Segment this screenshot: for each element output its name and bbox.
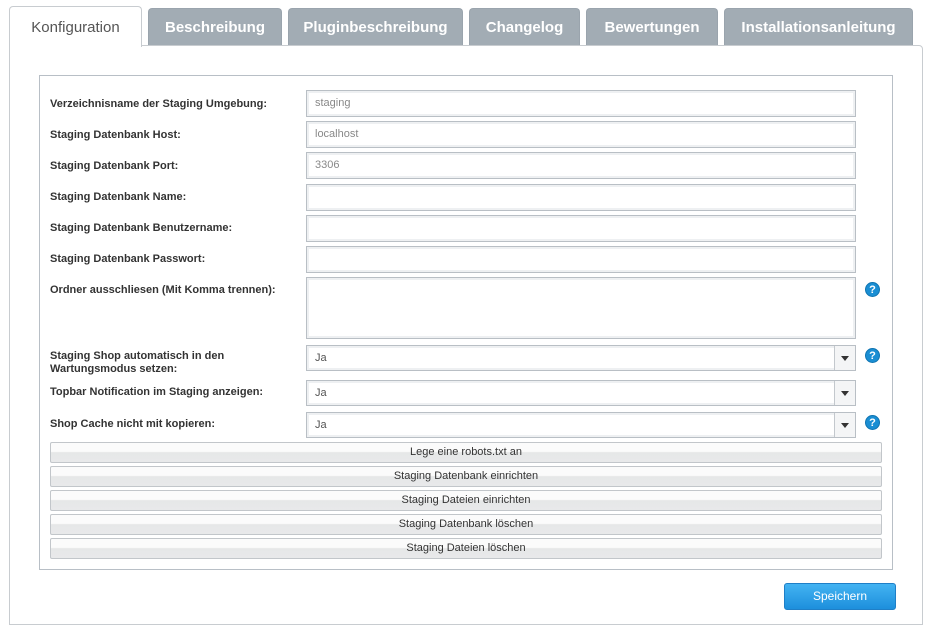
db-username-input[interactable]	[306, 215, 856, 242]
tab-konfiguration[interactable]: Konfiguration	[9, 6, 142, 47]
create-robots-txt-button[interactable]: Lege eine robots.txt an	[50, 442, 882, 463]
select-value: Ja	[315, 419, 327, 431]
chevron-down-icon[interactable]	[834, 381, 855, 405]
exclude-folders-textarea[interactable]	[306, 277, 856, 339]
maintenance-mode-select[interactable]	[306, 345, 856, 371]
tab-bar	[0, 0, 933, 46]
db-port-input[interactable]: 3306	[306, 152, 856, 179]
db-host-input[interactable]: localhost	[306, 121, 856, 148]
topbar-notification-select[interactable]	[306, 380, 856, 406]
label-db-name: Staging Datenbank Name:	[50, 191, 187, 203]
select-value: Ja	[315, 387, 327, 399]
db-name-input[interactable]	[306, 184, 856, 211]
tab-changelog[interactable]: Changelog	[469, 8, 580, 45]
db-password-input[interactable]	[306, 246, 856, 273]
select-value: Ja	[315, 352, 327, 364]
tab-bewertungen[interactable]: Bewertungen	[586, 8, 718, 45]
chevron-down-icon[interactable]	[834, 346, 855, 370]
setup-staging-database-button[interactable]: Staging Datenbank einrichten	[50, 466, 882, 487]
shop-cache-select[interactable]	[306, 412, 856, 438]
label-db-password: Staging Datenbank Passwort:	[50, 253, 206, 265]
chevron-down-icon[interactable]	[834, 413, 855, 437]
delete-staging-database-button[interactable]: Staging Datenbank löschen	[50, 514, 882, 535]
help-icon[interactable]: ?	[865, 282, 880, 297]
tab-pluginbeschreibung[interactable]: Pluginbeschreibung	[288, 8, 463, 45]
label-db-host: Staging Datenbank Host:	[50, 129, 181, 141]
help-icon[interactable]: ?	[865, 348, 880, 363]
help-icon[interactable]: ?	[865, 415, 880, 430]
label-staging-directory: Verzeichnisname der Staging Umgebung:	[50, 98, 267, 110]
label-maintenance-mode: Staging Shop automatisch in den Wartungsmodus setzen:	[50, 350, 225, 375]
label-exclude-folders: Ordner ausschliesen (Mit Komma trennen):	[50, 284, 276, 296]
tab-beschreibung[interactable]: Beschreibung	[148, 8, 282, 45]
save-button[interactable]: Speichern	[784, 583, 896, 610]
tab-installationsanleitung[interactable]: Installationsanleitung	[724, 8, 913, 45]
label-shop-cache: Shop Cache nicht mit kopieren:	[50, 418, 216, 430]
staging-directory-input[interactable]: staging	[306, 90, 856, 117]
label-topbar-notification: Topbar Notification im Staging anzeigen:	[50, 386, 264, 398]
delete-staging-files-button[interactable]: Staging Dateien löschen	[50, 538, 882, 559]
label-db-port: Staging Datenbank Port:	[50, 160, 179, 172]
setup-staging-files-button[interactable]: Staging Dateien einrichten	[50, 490, 882, 511]
label-db-username: Staging Datenbank Benutzername:	[50, 222, 233, 234]
